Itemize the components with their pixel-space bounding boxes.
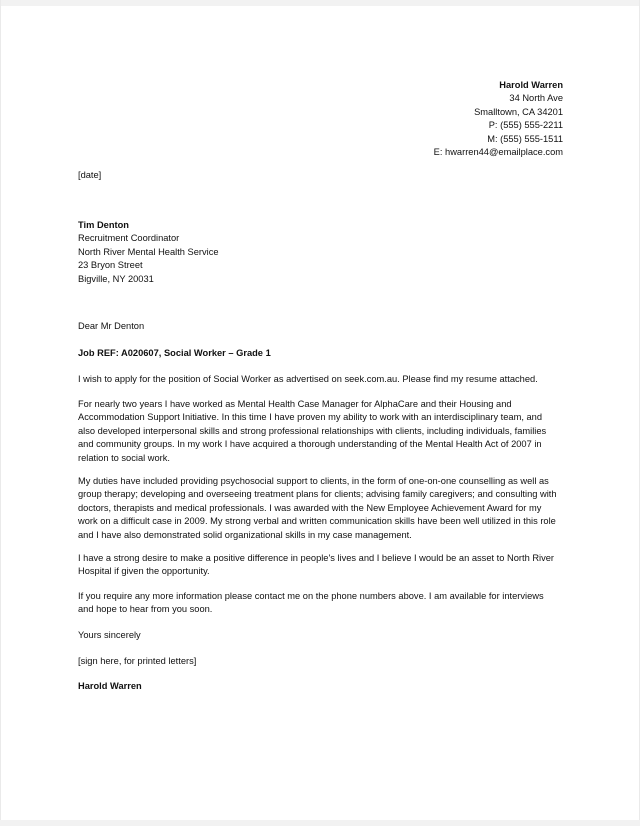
signature-name: Harold Warren — [78, 681, 142, 691]
body-paragraph-5 — [78, 590, 568, 617]
closing: Yours sincerely — [78, 630, 141, 640]
page-bottom-edge — [0, 820, 640, 826]
recipient-block — [78, 219, 219, 286]
paragraph-line: I have a strong desire to make a positive difference in people's lives and I believe I would be an asset to North River — [78, 553, 555, 563]
body-paragraph-4 — [78, 552, 568, 579]
paragraph-line: and community groups. In my work I have acquired a thorough understanding of the Mental Health Act of 2007 in — [78, 439, 542, 450]
paragraph-line: For nearly two years I have worked as Mental Health Case Manager for AlphaCare and their Housing and — [78, 399, 512, 409]
signature-name-block — [78, 680, 142, 693]
sender-address-line1: 34 North Ave — [509, 93, 563, 104]
salutation: Dear Mr Denton — [78, 321, 145, 331]
paragraph-line: Hospital if given the opportunity. — [78, 566, 210, 577]
body-paragraph-2 — [78, 398, 568, 465]
date-block — [78, 169, 101, 182]
letter-date: [date] — [78, 170, 102, 180]
sender-address-line2: Smalltown, CA 34201 — [474, 106, 563, 117]
recipient-street: 23 Bryon Street — [78, 260, 143, 271]
page-top-edge — [0, 0, 640, 6]
paragraph-line: relation to social work. — [78, 452, 170, 463]
body-paragraph-3 — [78, 475, 568, 542]
subject-line: Job REF: A020607, Social Worker – Grade 1 — [78, 348, 271, 358]
salutation-block — [78, 320, 144, 333]
paragraph-line: doctors, therapists and medical professionals. I was awarded with the New Employee Achievement Award for my — [78, 502, 542, 513]
recipient-organization: North River Mental Health Service — [78, 246, 219, 257]
recipient-city: Bigville, NY 20031 — [78, 273, 154, 284]
paragraph-line: also developed interpersonal skills and strong professional relationships with clients, including individuals, families — [78, 425, 547, 436]
paragraph-line: I wish to apply for the position of Social Worker as advertised on seek.com.au. Please find my resume attached. — [78, 374, 538, 384]
paragraph-line: If you require any more information please contact me on the phone numbers above. I am available for interviews — [78, 591, 544, 601]
recipient-title: Recruitment Coordinator — [78, 233, 180, 244]
paragraph-line: Accommodation Support Initiative. In this time I have proven my ability to work with an interdisciplinary team, and — [78, 412, 543, 423]
sender-mobile: M: (555) 555-1511 — [487, 133, 563, 144]
sender-phone: P: (555) 555-2211 — [488, 120, 563, 131]
body-paragraph-1 — [78, 373, 568, 386]
sender-block — [434, 79, 563, 159]
signature-placeholder-block — [78, 655, 196, 668]
signature-placeholder: [sign here, for printed letters] — [78, 656, 197, 666]
subject-block — [78, 347, 271, 360]
paragraph-line: My duties have included providing psychosocial support to clients, in the form of one-on-one counselling as well as — [78, 476, 549, 486]
paragraph-line: and hope to hear from you soon. — [78, 604, 213, 615]
paragraph-line: group therapy; developing and overseeing treatment plans for clients; advising family caregivers; and consulting with — [78, 489, 557, 500]
paragraph-line: work on a difficult case in 2009. My strong verbal and written communication skills have been well utilized in this role — [78, 516, 556, 527]
sender-email: E: hwarren44@emailplace.com — [433, 147, 563, 158]
closing-block — [78, 629, 141, 642]
sender-name: Harold Warren — [499, 80, 563, 90]
recipient-name: Tim Denton — [78, 220, 129, 230]
page-left-edge — [0, 0, 1, 826]
paragraph-line: and I have also demonstrated solid organizational skills in my case management. — [78, 529, 412, 540]
